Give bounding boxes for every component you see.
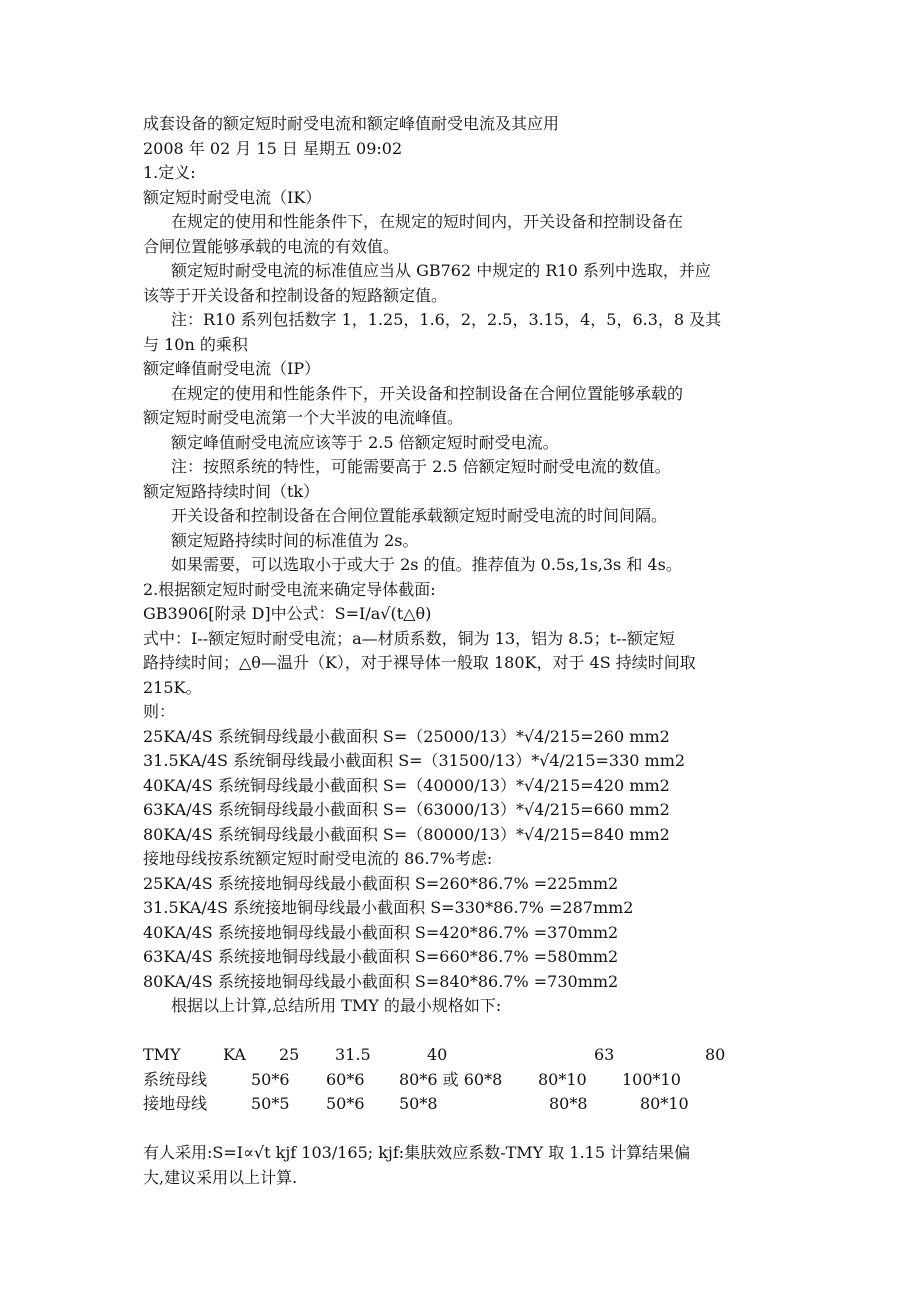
calc-line: 25KA/4S 系统铜母线最小截面积 S=（25000/13）*√4/215=260 mm2 — [143, 726, 670, 746]
calc-line: 63KA/4S 系统铜母线最小截面积 S=（63000/13）*√4/215=660 mm2 — [143, 800, 670, 819]
tmy-spec-table — [143, 1043, 793, 1117]
paragraph-line: 额定短时耐受电流的标准值应当从 GB762 中规定的 R10 系列中选取，并应 — [171, 261, 711, 280]
document-date: 2008 年 02 月 15 日 星期五 09:02 — [143, 138, 403, 158]
table-cell: 60*6 — [326, 1069, 365, 1089]
table-header-cell: TMY — [143, 1045, 181, 1064]
tk-heading: 额定短路持续时间（tk） — [143, 481, 320, 501]
note-line: 注：R10 系列包括数字 1，1.25，1.6，2，2.5，3.15，4，5，6.3，8 及其 — [171, 310, 722, 329]
section-heading-definitions: 1.定义: — [143, 163, 196, 182]
table-cell: 50*6 — [251, 1069, 290, 1089]
ik-heading: 额定短时耐受电流（IK） — [143, 187, 322, 207]
calc-line: 80KA/4S 系统铜母线最小截面积 S=（80000/13）*√4/215=840 mm2 — [143, 824, 670, 844]
table-header-cell: 80 — [705, 1045, 726, 1064]
table-cell: 80*10 — [640, 1094, 689, 1113]
ip-heading: 额定峰值耐受电流（IP） — [143, 359, 321, 378]
paragraph-line: 该等于开关设备和控制设备的短路额定值。 — [143, 285, 448, 305]
paragraph-line: 如果需要，可以选取小于或大于 2s 的值。推荐值为 0.5s,1s,3s 和 4s。 — [171, 555, 682, 574]
ground-calc-line: 31.5KA/4S 系统接地铜母线最小截面积 S=330*86.7% =287mm2 — [143, 898, 634, 917]
paragraph-line: 额定短时耐受电流第一个大半波的电流峰值。 — [143, 408, 464, 427]
table-row-label: 接地母线 — [143, 1094, 208, 1113]
ground-calc-line: 80KA/4S 系统接地铜母线最小截面积 S=840*86.7% =730mm2 — [143, 971, 619, 991]
paragraph-line: 额定短路持续时间的标准值为 2s。 — [171, 530, 419, 550]
paragraph-line: 路持续时间；△θ—温升（K），对于裸导体一般取 180K，对于 4S 持续时间取 — [143, 653, 696, 672]
spacer — [143, 1019, 793, 1044]
table-cell: 50*5 — [251, 1094, 290, 1113]
table-header-cell: 25 — [279, 1045, 300, 1064]
formula-line: GB3906[附录 D]中公式：S=I/a√(t△θ) — [143, 604, 432, 623]
document-page — [143, 112, 793, 1190]
note-line: 与 10n 的乘积 — [143, 334, 248, 354]
paragraph-line: 式中：I--额定短时耐受电流；a—材质系数，铜为 13，铝为 8.5；t--额定短 — [143, 628, 675, 648]
paragraph-line: 则： — [143, 702, 176, 721]
ground-intro: 接地母线按系统额定短时耐受电流的 86.7%考虑: — [143, 849, 493, 868]
paragraph-line: 在规定的使用和性能条件下，开关设备和控制设备在合闸位置能够承载的 — [171, 383, 684, 403]
calc-line: 31.5KA/4S 系统铜母线最小截面积 S=（31500/13）*√4/215=330 mm2 — [143, 751, 686, 770]
document-title: 成套设备的额定短时耐受电流和额定峰值耐受电流及其应用 — [143, 114, 560, 133]
footer-line: 有人采用:S=I∝√t kjf 103/165; kjf:集肤效应系数-TMY 取 1.15 计算结果偏 — [143, 1143, 691, 1162]
summary-line: 根据以上计算,总结所用 TMY 的最小规格如下: — [171, 996, 502, 1015]
table-row-label: 系统母线 — [143, 1069, 208, 1089]
note-line: 注：按照系统的特性，可能需要高于 2.5 倍额定短时耐受电流的数值。 — [171, 457, 671, 476]
section-heading-cross-section: 2.根据额定短时耐受电流来确定导体截面: — [143, 579, 436, 599]
paragraph-line: 额定峰值耐受电流应该等于 2.5 倍额定短时耐受电流。 — [171, 432, 559, 452]
paragraph-line: 合闸位置能够承载的电流的有效值。 — [143, 236, 400, 256]
ground-calc-line: 25KA/4S 系统接地铜母线最小截面积 S=260*86.7% =225mm2 — [143, 873, 619, 893]
table-header-cell: 40 — [427, 1045, 448, 1064]
table-cell: 100*10 — [622, 1069, 681, 1089]
table-cell: 80*10 — [538, 1069, 587, 1089]
paragraph-line: 开关设备和控制设备在合闸位置能承载额定短时耐受电流的时间间隔。 — [171, 506, 668, 525]
table-header-cell: 31.5 — [335, 1045, 371, 1064]
paragraph-line: 215K。 — [143, 677, 202, 697]
ground-calc-line: 40KA/4S 系统接地铜母线最小截面积 S=420*86.7% =370mm2 — [143, 922, 619, 942]
paragraph-line: 在规定的使用和性能条件下，在规定的短时间内，开关设备和控制设备在 — [171, 212, 684, 231]
ground-calc-line: 63KA/4S 系统接地铜母线最小截面积 S=660*86.7% =580mm2 — [143, 947, 619, 966]
table-cell: 50*8 — [399, 1094, 438, 1113]
calc-line: 40KA/4S 系统铜母线最小截面积 S=（40000/13）*√4/215=420 mm2 — [143, 775, 670, 795]
footer-line: 大,建议采用以上计算. — [143, 1167, 298, 1187]
table-cell: 80*6 或 60*8 — [399, 1069, 503, 1089]
table-header-cell: KA — [223, 1045, 246, 1064]
table-cell: 80*8 — [549, 1094, 588, 1113]
table-header-cell: 63 — [594, 1045, 615, 1064]
table-cell: 50*6 — [326, 1094, 365, 1113]
spacer — [143, 1117, 793, 1142]
